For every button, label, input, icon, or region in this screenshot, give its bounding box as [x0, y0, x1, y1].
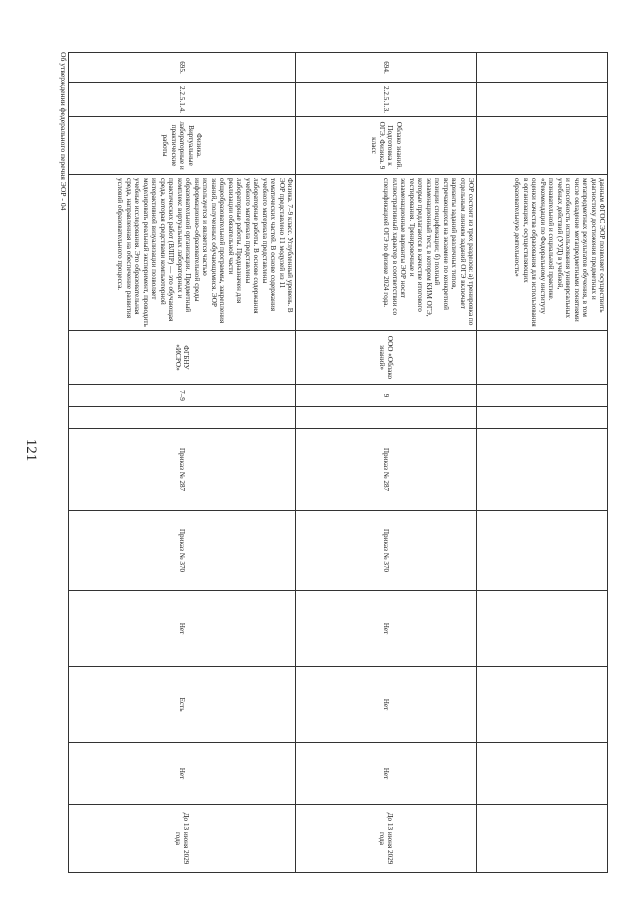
row-grade: 7–9	[69, 385, 296, 407]
row-publisher: ООО «Облако знаний»	[296, 331, 477, 385]
row-order-370: Приказ № 370	[69, 511, 296, 591]
page-number: 121	[23, 438, 39, 462]
row-deadline: До 13 июня 2029 года	[296, 805, 477, 873]
row-description: ЭОР состоит из трех разделов: а) тренировка по отдельным линиям заданий ОГЭ включает варианты заданий различных типов, встречающихся на экзамене по конкретной позиции спецификации; б) полный экзаменационный тест, в котором КИМ ОГЭ, которые предлагаются в качестве итогового тестирования. Тренировочные и экзаменационные варианты ЭОР носят иллюстративный характер в соответствии со спецификацией ОГЭ по физике 2024 года.	[296, 175, 477, 331]
row-title: Физика. Виртуальные лабораторные и практические работы	[69, 117, 296, 175]
row-grade: 9	[296, 385, 477, 407]
row-col-c: Нет	[296, 743, 477, 805]
row-col-a: Нет	[69, 591, 296, 667]
row-col-b: Есть	[69, 667, 296, 743]
row-title: Облако знаний. Подготовка к ОГЭ. Физика. 9 класс	[296, 117, 477, 175]
row-publisher: ФГБНУ «ИСРО»	[69, 331, 296, 385]
row-order-287: Приказ № 287	[69, 429, 296, 511]
row-description: Физика. 7–9 класс. Углубленный уровень. В ЭОР представлено 11 модулей из 11 тематических частей. В основе содержания учебного материала представлены лабораторные работы. В основе содержания учебного материала представлены лабораторные работы. Предназначен для реализации обязательной части общеобразовательной программы, закрепления знаний, полученных обучающимися. ЭОР используется и является частью информационно-образовательной среды образовательной организации. Предметный комплекс виртуальных лабораторных и практических работ (ВЛПР) — это обучающая среда, которая средствами компьютерной интерактивной визуализации позволяет моделировать реальный эксперимент, проводить учебные исследования. Это образовательная среда, направленная на обеспечение развития условий образовательного процесса.	[69, 175, 296, 331]
eor-table	[68, 52, 608, 873]
row-col-a: Нет	[296, 591, 477, 667]
row-code: 2.2.5.1.4.	[69, 83, 296, 117]
footer-text: Об утверждении федерального перечня ЭОР - 04	[59, 52, 68, 211]
table-row	[296, 53, 477, 873]
row-deadline: До 13 июня 2029 года	[69, 805, 296, 873]
row-code: 2.2.5.1.3.	[296, 83, 477, 117]
row-col-c: Нет	[69, 743, 296, 805]
row-order-287: Приказ № 287	[296, 429, 477, 511]
table-row	[69, 53, 296, 873]
row-col-b: Нет	[296, 667, 477, 743]
table-row-continuation	[477, 53, 608, 873]
row-number: 695.	[69, 53, 296, 83]
row-number: 694.	[296, 53, 477, 83]
description-cell: данным ФГОС ЭОР позволяет осуществить диагностику достижения предметных и метапредметных результатов обучения, в том числе овладение метапредметными понятиями и способность использования универсальных учебных действий (УУД) в учебной, познавательной и социальной практике. «Рекомендации по Федеральному институту оценки качества образования для использования в организациях, осуществляющих образовательную деятельность»	[477, 175, 608, 331]
row-order-370: Приказ № 370	[296, 511, 477, 591]
